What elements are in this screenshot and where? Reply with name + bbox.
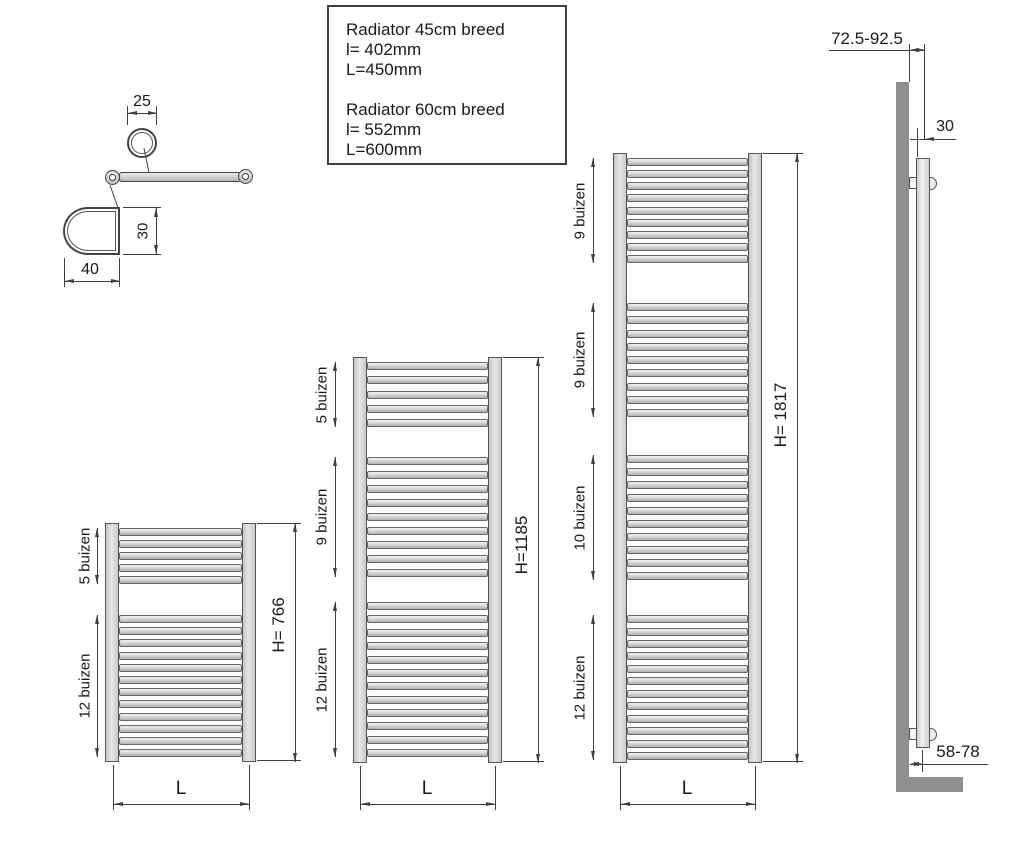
info-line: l= 402mm	[346, 40, 422, 59]
info-box	[327, 5, 567, 165]
length-label: L	[421, 778, 433, 799]
dim-arrow	[333, 748, 337, 757]
collector-profile-inner	[67, 211, 116, 251]
tube	[627, 207, 748, 215]
length-label: L	[681, 778, 693, 799]
tube	[627, 369, 748, 377]
radiator-2-right-rail	[488, 357, 502, 763]
radiator-1-left-rail	[105, 523, 119, 762]
tube	[367, 513, 488, 521]
tube-depth-dim: 30	[936, 118, 954, 135]
radiator-2-left-rail	[353, 357, 367, 763]
extension-line	[495, 766, 496, 810]
tube	[367, 722, 488, 730]
tube	[367, 629, 488, 637]
dim-arrow	[916, 48, 925, 52]
group-dim-line	[593, 303, 594, 417]
length-dim-line	[360, 804, 495, 805]
dim-arrow	[111, 279, 120, 283]
tube	[627, 481, 748, 489]
dim-arrow	[361, 802, 370, 806]
dim-arrow	[746, 802, 755, 806]
profile-width-dim: 40	[81, 261, 99, 278]
tube	[627, 690, 748, 698]
dim-arrow	[591, 158, 595, 167]
extension-line	[249, 765, 250, 810]
dim-arrow	[95, 748, 99, 757]
dim-arrow	[95, 615, 99, 624]
info-line: Radiator 45cm breed	[346, 20, 505, 39]
info-line: L=600mm	[346, 140, 423, 159]
dim-arrow	[591, 254, 595, 263]
tube	[627, 677, 748, 685]
dim-arrow	[591, 408, 595, 417]
tube	[367, 656, 488, 664]
bar-end-hole	[242, 173, 249, 180]
tube	[119, 664, 242, 672]
group-dim-line	[335, 457, 336, 577]
tube-group-label: 12 buizen	[571, 654, 589, 721]
tube	[367, 485, 488, 493]
wall-to-center-dim: 72.5-92.5	[831, 29, 903, 48]
dim-arrow	[914, 762, 923, 766]
tube	[627, 231, 748, 239]
tube	[627, 194, 748, 202]
length-dim-line	[113, 804, 249, 805]
tube	[367, 736, 488, 744]
dim-arrow	[95, 528, 99, 537]
tube	[367, 669, 488, 677]
dim-arrow	[591, 303, 595, 312]
tube	[367, 749, 488, 757]
radiator-3-left-rail	[613, 153, 627, 763]
dim-arrow	[591, 571, 595, 580]
length-dim-line	[620, 804, 755, 805]
info-line: L=450mm	[346, 60, 423, 79]
dim-arrow	[795, 754, 799, 763]
tube	[627, 615, 748, 623]
tube	[119, 688, 242, 696]
dim-arrow	[925, 137, 934, 141]
radiator-3-right-rail	[748, 153, 762, 763]
tube	[627, 303, 748, 311]
tube-group-label: 5 buizen	[313, 366, 331, 423]
tube-group-label: 12 buizen	[76, 653, 94, 719]
tube	[627, 383, 748, 391]
tube	[627, 715, 748, 723]
group-dim-line	[97, 615, 98, 757]
tube	[119, 676, 242, 684]
extension-line	[755, 766, 756, 810]
wall	[896, 82, 909, 792]
dim-arrow	[333, 568, 337, 577]
tube	[627, 330, 748, 338]
tube	[627, 243, 748, 251]
tube	[119, 552, 242, 560]
tube	[627, 665, 748, 673]
info-line: Radiator 60cm breed	[346, 100, 505, 119]
dim-arrow	[591, 615, 595, 624]
tube	[367, 682, 488, 690]
tube	[627, 356, 748, 364]
extension-line	[123, 254, 161, 255]
towel-bar	[119, 172, 241, 182]
dim-arrow	[240, 802, 249, 806]
dim-arrow	[333, 418, 337, 427]
dim-arrow	[591, 751, 595, 760]
tube	[627, 316, 748, 324]
tube	[119, 652, 242, 660]
length-label: L	[175, 778, 187, 799]
tube	[119, 540, 242, 548]
extension-line	[922, 750, 923, 772]
dim-arrow	[65, 279, 74, 283]
tube	[627, 572, 748, 580]
tube	[627, 559, 748, 567]
tube	[627, 158, 748, 166]
tube	[119, 749, 242, 757]
tube-group-label: 9 buizen	[571, 331, 589, 389]
tube	[367, 709, 488, 717]
group-dim-line	[593, 615, 594, 760]
dim-arrow	[536, 357, 540, 366]
dim-arrow	[154, 245, 158, 254]
tube	[367, 457, 488, 465]
tube	[367, 569, 488, 577]
tube	[627, 170, 748, 178]
tube	[367, 471, 488, 479]
dim-arrow	[154, 208, 158, 217]
height-label: H= 1817	[771, 382, 790, 448]
extension-line	[924, 44, 925, 139]
tube	[367, 527, 488, 535]
info-line	[346, 80, 565, 100]
tube-group-label: 5 buizen	[76, 527, 94, 585]
info-line: l= 552mm	[346, 120, 422, 139]
tube	[367, 555, 488, 563]
tube	[367, 615, 488, 623]
height-label: H= 766	[269, 597, 288, 653]
extension-line	[917, 128, 918, 157]
group-dim-line	[335, 602, 336, 757]
tube	[627, 343, 748, 351]
tube-group-label: 9 buizen	[313, 488, 331, 546]
group-dim-line	[593, 455, 594, 580]
height-dim-line	[538, 357, 539, 763]
tube	[627, 468, 748, 476]
tube-diameter-dim: 25	[133, 93, 151, 110]
tube	[367, 405, 488, 413]
tube-group-label: 9 buizen	[571, 182, 589, 239]
tube	[627, 255, 748, 263]
tube	[627, 740, 748, 748]
tube	[367, 419, 488, 427]
dim-arrow	[333, 602, 337, 611]
tube	[627, 702, 748, 710]
dim-arrow	[293, 523, 297, 532]
tube	[627, 652, 748, 660]
dim-arrow	[333, 457, 337, 466]
tube	[119, 564, 242, 572]
tube	[627, 409, 748, 417]
tube	[627, 182, 748, 190]
tube	[627, 546, 748, 554]
tube	[627, 727, 748, 735]
wall-to-rear-dim: 58-78	[936, 742, 980, 761]
tube	[627, 494, 748, 502]
tube	[119, 713, 242, 721]
leader-lines	[40, 80, 270, 300]
tube	[367, 391, 488, 399]
group-dim-line	[593, 158, 594, 263]
tube	[119, 627, 242, 635]
dim-arrow	[591, 455, 595, 464]
tube	[367, 376, 488, 384]
height-dim-line	[797, 153, 798, 763]
tube	[627, 628, 748, 636]
tube	[119, 737, 242, 745]
tube-group-label: 10 buizen	[571, 484, 589, 551]
dim-arrow	[95, 575, 99, 584]
radiator-1-right-rail	[242, 523, 256, 762]
tube-group-label: 12 buizen	[313, 646, 331, 713]
tube	[119, 700, 242, 708]
tube	[367, 602, 488, 610]
tube	[119, 725, 242, 733]
dim-arrow	[536, 754, 540, 763]
height-label: H=1185	[512, 515, 531, 575]
dim-arrow	[795, 153, 799, 162]
tube	[367, 541, 488, 549]
tube	[119, 528, 242, 536]
floor	[896, 777, 963, 792]
tube	[627, 640, 748, 648]
tube	[119, 615, 242, 623]
tube	[119, 639, 242, 647]
tube	[627, 520, 748, 528]
tube	[627, 455, 748, 463]
dim-arrow	[333, 362, 337, 371]
tube	[627, 533, 748, 541]
tube	[627, 752, 748, 760]
tube	[367, 362, 488, 370]
tube	[627, 396, 748, 404]
tube	[627, 507, 748, 515]
tube	[367, 499, 488, 507]
dim-arrow	[114, 802, 123, 806]
tube	[367, 696, 488, 704]
bar-end-hole	[109, 174, 116, 181]
profile-height-dim: 30	[134, 222, 152, 240]
radiator-side-profile	[916, 158, 930, 748]
tube	[367, 642, 488, 650]
dim-arrow	[293, 753, 297, 762]
tube	[119, 576, 242, 584]
dim-arrow	[621, 802, 630, 806]
tube	[627, 219, 748, 227]
dim-arrow	[486, 802, 495, 806]
height-dim-line	[295, 523, 296, 762]
